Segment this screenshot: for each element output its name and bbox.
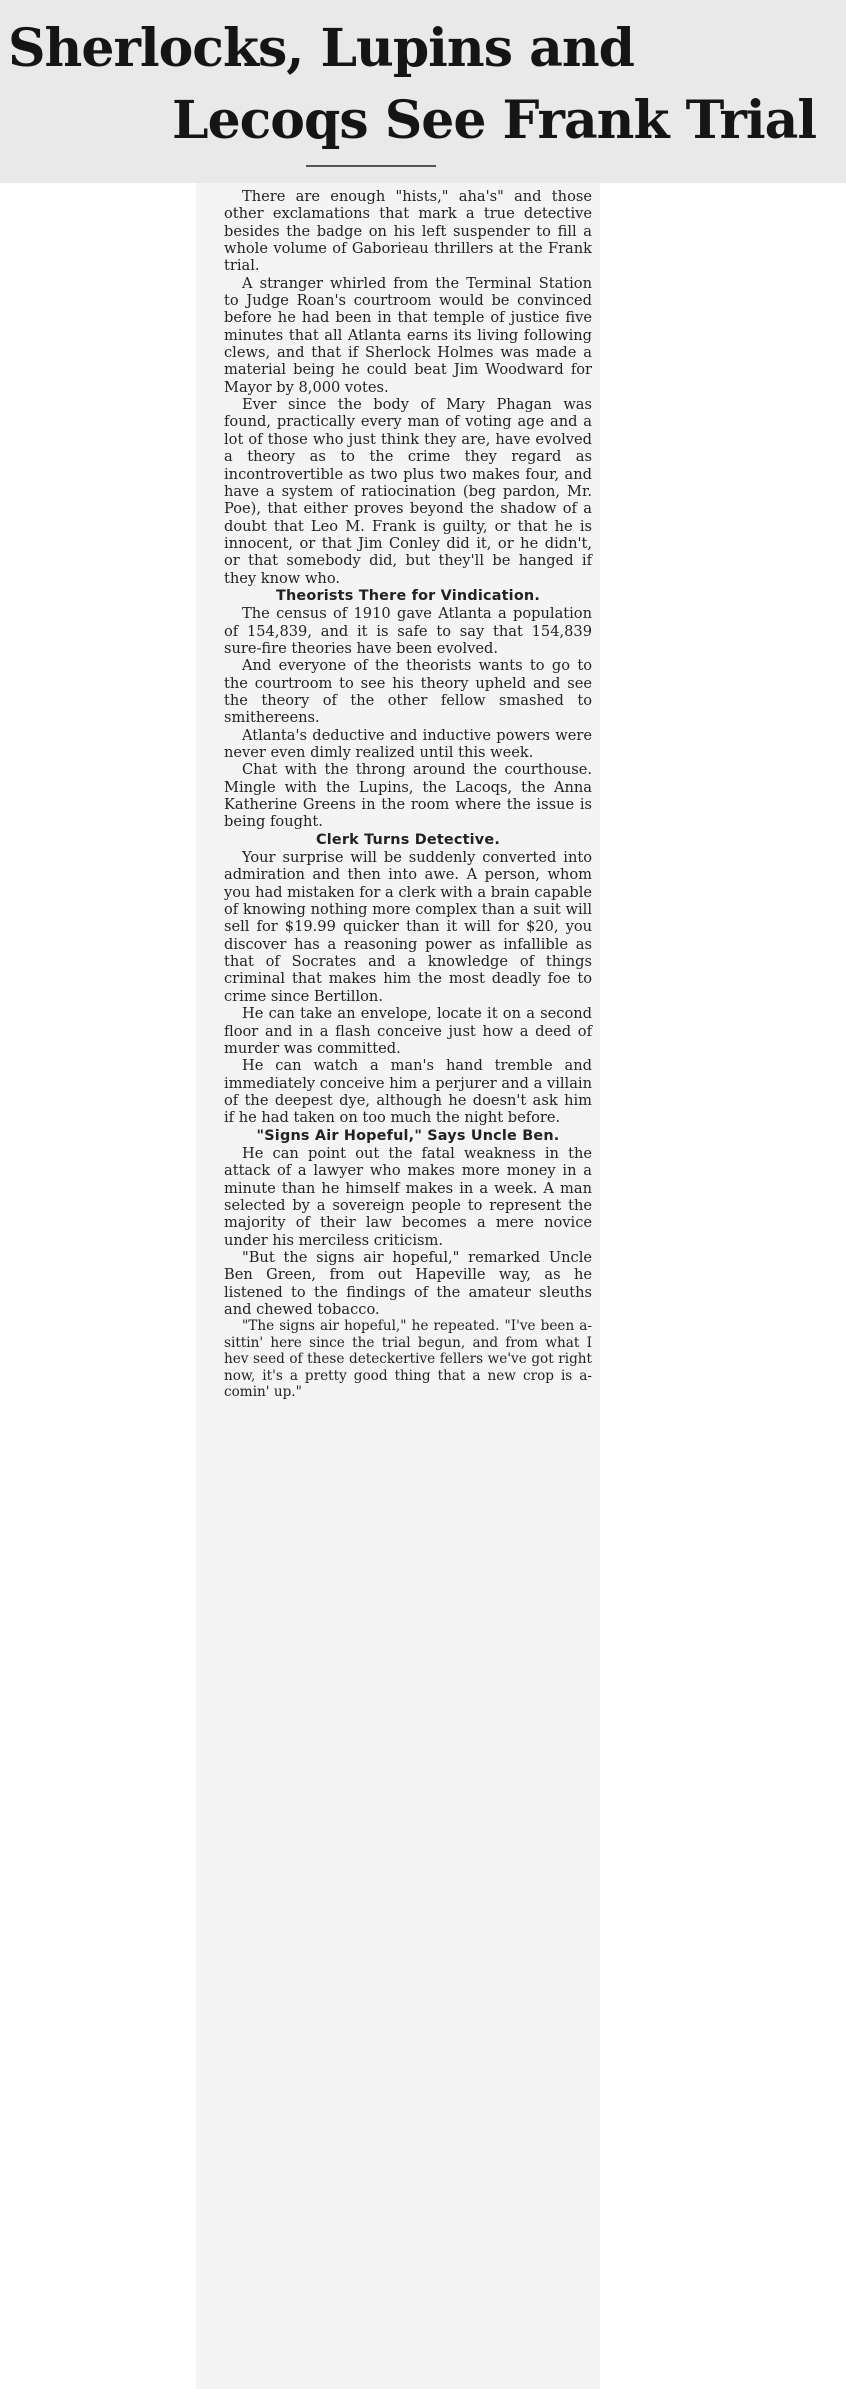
quote-paragraph: "The signs air hopeful," he repeated. "I've been a-sittin' here since the trial begun, and from what I hev seed of these deteckertive fellers we've got right now, it's a pretty good thing that a new crop is a-comin' up." <box>224 1318 592 1400</box>
paragraph: A stranger whirled from the Terminal Station to Judge Roan's courtroom would be convinced before he had been in that temple of justice five minutes that all Atlanta earns its living following clews, and that if Sherlock Holmes was made a material being he could beat Jim Woodward for Mayor by 8,000 votes. <box>224 274 592 396</box>
paragraph: He can watch a man's hand tremble and immediately conceive him a perjurer and a villain of the deepest dye, although he doesn't ask him if he had taken on too much the night before. <box>224 1057 592 1127</box>
subheading: Clerk Turns Detective. <box>315 831 501 848</box>
headline-line-2: Lecoqs See Frank Trial <box>172 90 817 151</box>
paragraph: He can point out the fatal weakness in the attack of a lawyer who makes more money in a minute than he himself makes in a week. A man selected by a sovereign people to represent the majority of their law becomes a mere novice under his merciless criticism. <box>224 1144 592 1249</box>
subheading: Theorists There for Vindication. <box>275 587 541 604</box>
subheading: "Signs Air Hopeful," Says Uncle Ben. <box>256 1127 560 1144</box>
paragraph: And everyone of the theorists wants to go to the courtroom to see his theory upheld and see the theory of the other fellow smashed to smithereens. <box>224 657 592 727</box>
paragraph: Chat with the throng around the courthouse. Mingle with the Lupins, the Lacoqs, the Anna Katherine Greens in the room where the issue is being fought. <box>224 761 592 831</box>
paragraph: The census of 1910 gave Atlanta a population of 154,839, and it is safe to say that 154,839 sure-fire theories have been evolved. <box>224 605 592 657</box>
paragraph: There are enough "hists," aha's" and those other exclamations that mark a true detective besides the badge on his left suspender to fill a whole volume of Gaborieau thrillers at the Frank trial. <box>224 188 592 275</box>
article-body <box>224 188 592 1400</box>
paragraph: Your surprise will be suddenly converted into admiration and then into awe. A person, whom you had mistaken for a clerk with a brain capable of knowing nothing more complex than a suit will sell for $19.99 quicker than it will for $20, you discover has a reasoning power as infallible as that of Socrates and a knowledge of things criminal that makes him the most deadly foe to crime since Bertillon. <box>224 849 592 1005</box>
paragraph: "But the signs air hopeful," remarked Uncle Ben Green, from out Hapeville way, as he listened to the findings of the amateur sleuths and chewed tobacco. <box>224 1248 592 1318</box>
headline-line-1: Sherlocks, Lupins and <box>8 18 634 79</box>
headline-banner <box>0 0 846 183</box>
paragraph: He can take an envelope, locate it on a second floor and in a flash conceive just how a deed of murder was committed. <box>224 1005 592 1057</box>
headline-rule <box>306 165 436 167</box>
paragraph: Atlanta's deductive and inductive powers were never even dimly realized until this week. <box>224 726 592 761</box>
paragraph: Ever since the body of Mary Phagan was found, practically every man of voting age and a lot of those who just think they are, have evolved a theory as to the crime they regard as incontrovertible as two plus two makes four, and have a system of ratiocination (beg pardon, Mr. Poe), that either proves beyond the shadow of a doubt that Leo M. Frank is guilty, or that he is innocent, or that Jim Conley did it, or he didn't, or that somebody did, but they'll be hanged if they know who. <box>224 396 592 587</box>
